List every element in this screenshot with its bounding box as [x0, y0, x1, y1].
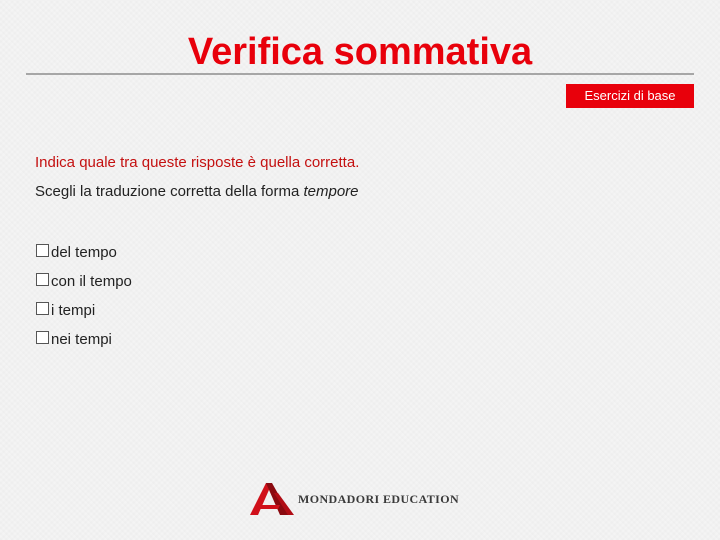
checkbox-icon[interactable] [36, 302, 49, 315]
instruction-term: tempore [303, 183, 359, 200]
section-badge: Esercizi di base [566, 84, 694, 108]
question-text: Indica quale tra queste risposte è quella corretta. [35, 154, 360, 171]
answer-option-label: del tempo [51, 244, 117, 261]
answer-option-label: nei tempi [51, 331, 112, 348]
checkbox-icon[interactable] [36, 331, 49, 344]
checkbox-icon[interactable] [36, 273, 49, 286]
mondadori-a-logo-icon [250, 481, 294, 515]
answer-option-3[interactable] [36, 296, 132, 325]
answer-option-1[interactable] [36, 238, 132, 267]
answer-options [36, 238, 132, 354]
answer-option-4[interactable] [36, 325, 132, 354]
instruction-text [35, 182, 359, 202]
checkbox-icon[interactable] [36, 244, 49, 257]
page-title: Verifica sommativa [187, 31, 533, 73]
answer-option-label: i tempi [51, 302, 96, 319]
answer-option-label: con il tempo [51, 273, 132, 290]
title-divider [26, 73, 694, 75]
publisher-logo-text: MONDADORI EDUCATION [298, 491, 460, 506]
answer-option-2[interactable] [36, 267, 132, 296]
publisher-logo [250, 481, 459, 515]
instruction-prefix: Scegli la traduzione corretta della forma [35, 183, 304, 200]
